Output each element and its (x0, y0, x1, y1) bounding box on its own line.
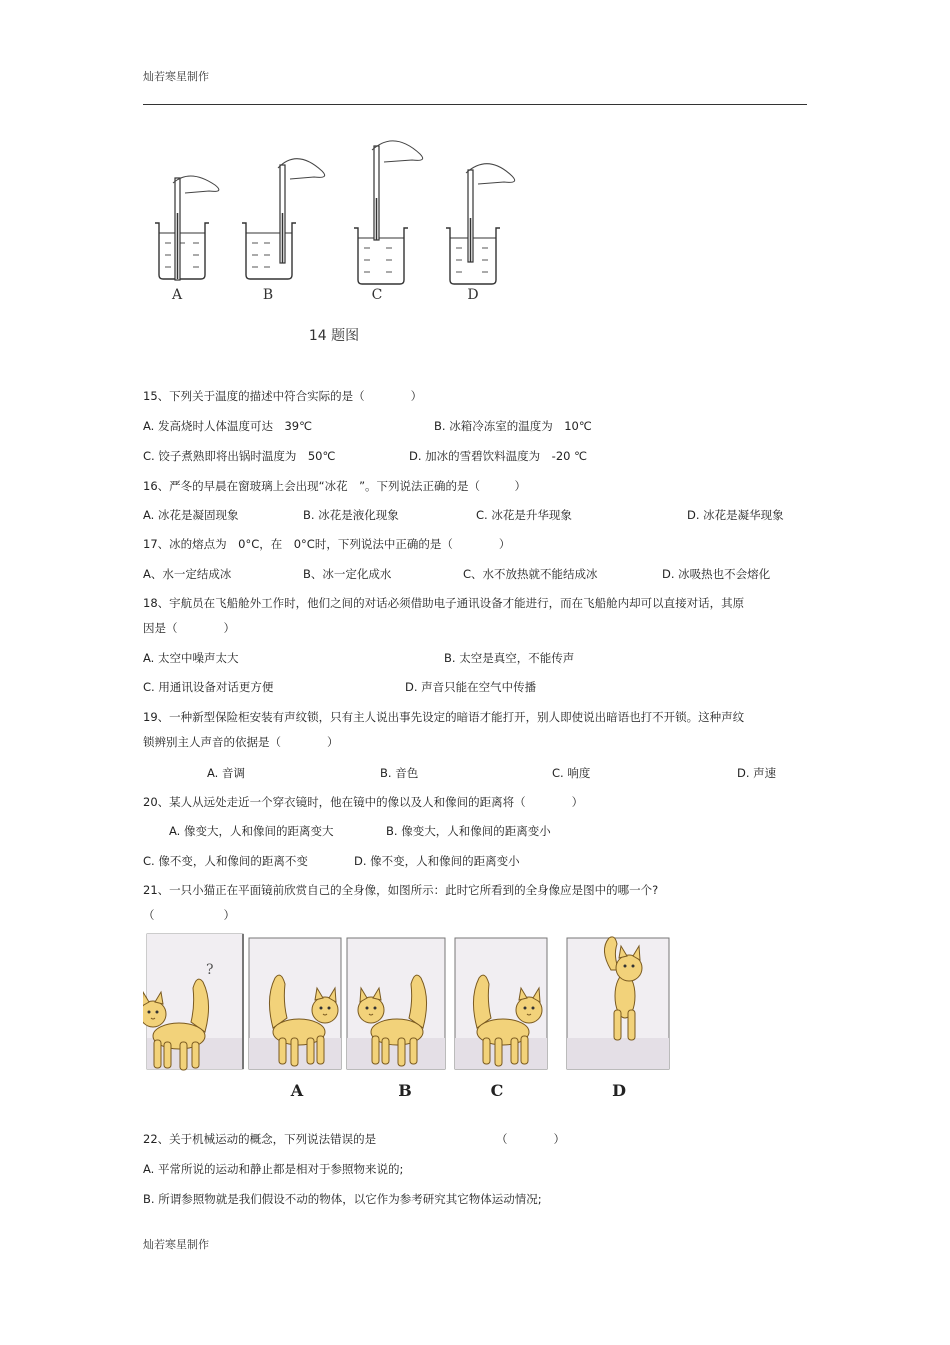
cat-panel-b (347, 938, 445, 1069)
q19-option-d: D. 声速 (737, 766, 777, 780)
q18-option-d: D. 声音只能在空气中传播 (405, 680, 537, 694)
q16-stem: 16、严冬的早晨在窗玻璃上会出现“冰花 ”。下列说法正确的是（ ） (143, 479, 527, 493)
q19-option-c: C. 响度 (552, 766, 591, 780)
q20-stem: 20、某人从远处走近一个穿衣镜时，他在镜中的像以及人和像间的距离将（ ） (143, 795, 584, 809)
q16-option-d: D. 冰花是凝华现象 (687, 508, 784, 522)
q21-label-a: A (290, 1081, 304, 1100)
q21-question-mark: ? (206, 962, 214, 978)
q22-option-b: B. 所谓参照物就是我们假设不动的物体，以它作为参考研究其它物体运动情况; (143, 1192, 542, 1206)
cat-panel-c (455, 938, 547, 1069)
q20-option-d: D. 像不变，人和像间的距离变小 (354, 854, 520, 868)
q17-option-a: A、水一定结成冰 (143, 567, 232, 581)
cat-panel-d (567, 937, 669, 1069)
header-rule (143, 104, 807, 105)
q20-option-c: C. 像不变，人和像间的距离不变 (143, 854, 308, 868)
q18-option-c: C. 用通讯设备对话更方便 (143, 680, 274, 694)
q22-stem: 22、关于机械运动的概念，下列说法错误的是 (143, 1132, 377, 1146)
fig14-label-c: C (371, 287, 383, 303)
fig14-caption: 14 题图 (308, 328, 360, 344)
beaker-d (446, 164, 515, 284)
q22-option-a: A. 平常所说的运动和静止都是相对于参照物来说的; (143, 1162, 404, 1176)
q21-stem: 21、一只小猫正在平面镜前欣赏自己的全身像，如图所示：此时它所看到的全身像应是图中的哪一个? (143, 883, 659, 897)
fig14-label-b: B (262, 287, 274, 303)
q17-option-c: C、水不放热就不能结成冰 (463, 567, 598, 581)
q20-option-b: B. 像变大，人和像间的距离变小 (386, 824, 551, 838)
q17-stem: 17、冰的熔点为 0°C，在 0°C时，下列说法中正确的是（ ） (143, 537, 511, 551)
page-header: 灿若寒星制作 (143, 70, 209, 83)
q19-stem-line1: 19、一种新型保险柜安装有声纹锁，只有主人说出事先设定的暗语才能打开，别人即使说出暗语也打不开锁。这种声纹 (143, 710, 745, 724)
beaker-b (242, 159, 325, 279)
q21-answer-paren: （ ） (143, 908, 235, 922)
q16-option-a: A. 冰花是凝固现象 (143, 508, 239, 522)
q15-option-b: B. 冰箱冷冻室的温度为 10℃ (434, 419, 592, 433)
page-footer: 灿若寒星制作 (143, 1238, 209, 1251)
cat-original-panel (143, 934, 243, 1070)
q17-option-b: B、冰一定化成水 (303, 567, 392, 581)
q15-option-a: A. 发高烧时人体温度可达 39℃ (143, 419, 313, 433)
q18-option-a: A. 太空中噪声太大 (143, 651, 239, 665)
q15-option-d: D. 加冰的雪碧饮料温度为 -20 ℃ (409, 449, 588, 463)
q17-option-d: D. 冰吸热也不会熔化 (662, 567, 771, 581)
beaker-a (155, 176, 219, 280)
q19-option-b: B. 音色 (380, 766, 419, 780)
q19-option-a: A. 音调 (207, 766, 245, 780)
q22-answer-paren: （ ） (496, 1132, 565, 1146)
fig14-label-a: A (171, 287, 183, 303)
q16-option-c: C. 冰花是升华现象 (476, 508, 572, 522)
q21-label-d: D (612, 1081, 626, 1100)
q21-label-c: C (490, 1081, 504, 1100)
q18-option-b: B. 太空是真空，不能传声 (444, 651, 575, 665)
q15-stem: 15、下列关于温度的描述中符合实际的是（ ） (143, 389, 423, 403)
q16-option-b: B. 冰花是液化现象 (303, 508, 399, 522)
figure-21-cats (143, 930, 673, 1105)
q19-stem-line2: 锁辨别主人声音的依据是（ ） (143, 735, 339, 749)
beaker-c (354, 141, 423, 284)
q18-stem-line1: 18、宇航员在飞船舱外工作时，他们之间的对话必须借助电子通讯设备才能进行，而在飞船舱内却可以直接对话，其原 (143, 596, 745, 610)
figure-14 (140, 138, 540, 353)
q15-option-c: C. 饺子煮熟即将出锅时温度为 50℃ (143, 449, 336, 463)
cat-panel-a (249, 938, 341, 1069)
fig14-label-d: D (467, 287, 479, 303)
q21-label-b: B (398, 1081, 412, 1100)
q18-stem-line2: 因是（ ） (143, 621, 235, 635)
q20-option-a: A. 像变大，人和像间的距离变大 (169, 824, 334, 838)
